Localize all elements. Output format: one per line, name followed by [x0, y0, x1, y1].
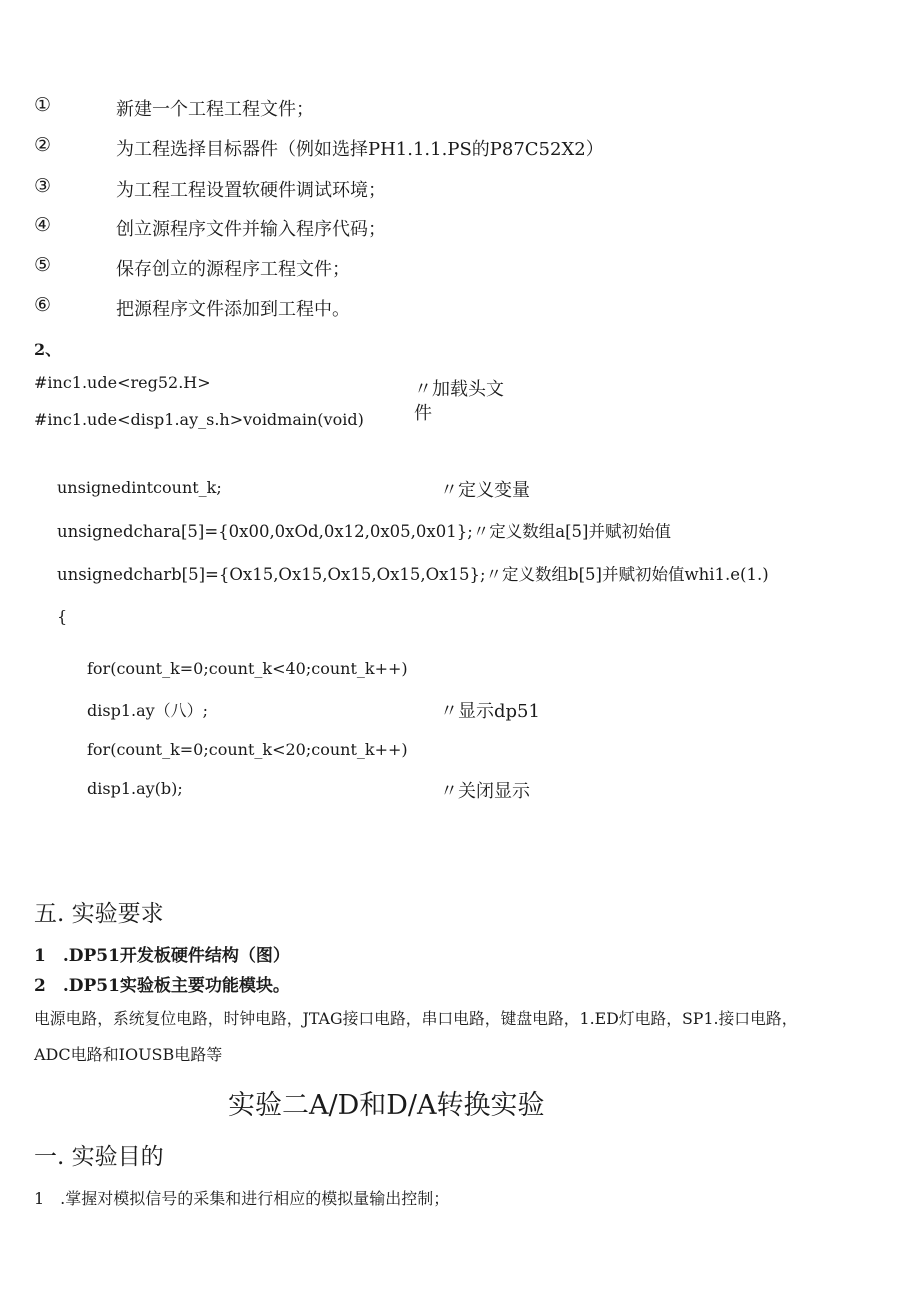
section-5-paragraph-line-1: 电源电路，系统复位电路，时钟电路，JTAG接口电路，串口电路，键盘电路，1.ED灯电路，SP1.接口电路， [34, 1009, 798, 1028]
step-text: 为工程选择目标器件（例如选择PH1.1.1.PS的P87C52X2） [116, 139, 604, 160]
step-text: 为工程工程设置软硬件调试环境； [116, 180, 386, 201]
section-2-label: 2、 [34, 340, 62, 359]
code-comment-include-1: 〃加载头文 [414, 379, 504, 400]
step-text: 新建一个工程工程文件； [116, 99, 314, 120]
code-decl-array-b: unsignedcharb[5]={Ox15,Ox15,Ox15,Ox15,Ox15};〃定义数组b[5]并赋初始值whi1.e(1.) [57, 565, 769, 584]
code-comment-include-2: 件 [414, 403, 432, 424]
code-open-brace: { [57, 607, 68, 626]
step-text: 保存创立的源程序工程文件； [116, 259, 350, 280]
step-text: 把源程序文件添加到工程中。 [116, 299, 350, 320]
code-for-loop-2: for(count_k=0;count_k<20;count_k++) [87, 740, 408, 759]
code-for-loop-1: for(count_k=0;count_k<40;count_k++) [87, 659, 408, 678]
code-decl-count: unsignedintcount_k; [57, 478, 222, 497]
step-number: ⑤ [34, 254, 52, 276]
step-number: ④ [34, 214, 52, 236]
experiment-2-title: 实验二A/D和D/A转换实验 [228, 1090, 545, 1121]
step-number: ⑥ [34, 294, 52, 316]
step-number: ② [34, 134, 52, 156]
code-comment-display: 〃显示dp51 [440, 701, 540, 722]
code-call-display-a: disp1.ay（八）; [87, 701, 209, 720]
code-comment-close-display: 〃关闭显示 [440, 781, 530, 802]
step-number: ③ [34, 175, 52, 197]
experiment-2-heading: 一. 实验目的 [34, 1144, 164, 1170]
experiment-2-item-1: 1 .掌握对模拟信号的采集和进行相应的模拟量输出控制； [34, 1189, 450, 1208]
section-5-paragraph-line-2: ADC电路和IOUSB电路等 [34, 1045, 223, 1064]
section-5-item-1: 1 .DP51开发板硬件结构（图） [34, 946, 290, 966]
section-5-item-2: 2 .DP51实验板主要功能模块。 [34, 976, 290, 996]
section-5-heading: 五. 实验要求 [34, 901, 164, 927]
code-comment-decl-count: 〃定义变量 [440, 480, 530, 501]
step-number: ① [34, 94, 52, 116]
code-call-display-b: disp1.ay(b); [87, 779, 183, 798]
code-include-2: #inc1.ude<disp1.ay_s.h>voidmain(void) [34, 410, 364, 429]
code-include-1: #inc1.ude<reg52.H> [34, 373, 211, 392]
code-decl-array-a: unsignedchara[5]={0x00,0xOd,0x12,0x05,0x01};〃定义数组a[5]并赋初始值 [57, 522, 671, 541]
step-text: 创立源程序文件并输入程序代码； [116, 219, 386, 240]
